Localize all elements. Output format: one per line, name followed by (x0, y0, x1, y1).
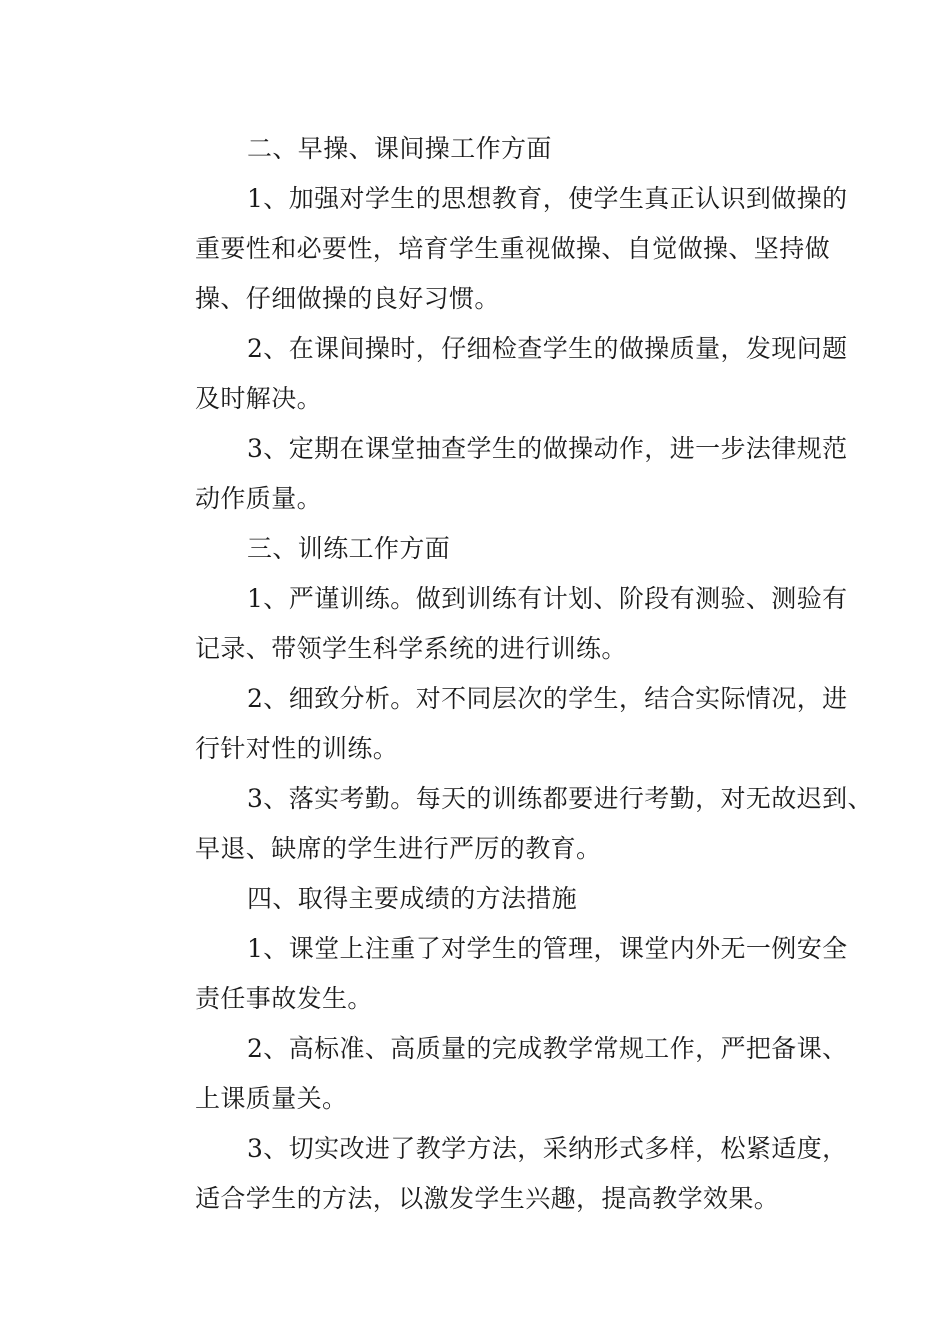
text-line: 早退、缺席的学生进行严厉的教育。 (195, 834, 602, 863)
paragraph-4-2 (145, 1024, 848, 1124)
text-line: 上课质量关。 (195, 1084, 348, 1113)
text-line: 2、高标准、高质量的完成教学常规工作，严把备课、 (247, 1034, 848, 1063)
paragraph-2-3 (145, 424, 848, 524)
paragraph-3-1 (145, 574, 848, 674)
text-line: 3、落实考勤。每天的训练都要进行考勤，对无故迟到、 (247, 784, 873, 813)
section-heading-3 (145, 524, 805, 574)
text-line: 及时解决。 (195, 384, 323, 413)
document-body (145, 124, 873, 1224)
paragraph-4-3 (145, 1124, 848, 1224)
paragraph-3-3 (145, 774, 873, 874)
text-line: 操、仔细做操的良好习惯。 (195, 284, 500, 313)
paragraph-2-2 (145, 324, 848, 424)
paragraph-2-1 (145, 174, 848, 324)
text-line: 2、细致分析。对不同层次的学生，结合实际情况，进 (247, 684, 848, 713)
text-line: 1、加强对学生的思想教育，使学生真正认识到做操的 (247, 184, 848, 213)
section-heading-4 (145, 874, 805, 924)
text-line: 适合学生的方法，以激发学生兴趣，提高教学效果。 (195, 1184, 780, 1213)
text-line: 重要性和必要性，培育学生重视做操、自觉做操、坚持做 (195, 234, 831, 263)
text-line: 记录、带领学生科学系统的进行训练。 (195, 634, 627, 663)
text-line: 行针对性的训练。 (195, 734, 399, 763)
text-line: 1、严谨训练。做到训练有计划、阶段有测验、测验有 (247, 584, 848, 613)
text-line: 责任事故发生。 (195, 984, 373, 1013)
text-line: 三、训练工作方面 (247, 534, 451, 563)
paragraph-3-2 (145, 674, 848, 774)
text-line: 二、早操、课间操工作方面 (247, 134, 552, 163)
text-line: 2、在课间操时，仔细检查学生的做操质量，发现问题 (247, 334, 848, 363)
text-line: 1、课堂上注重了对学生的管理，课堂内外无一例安全 (247, 934, 848, 963)
text-line: 四、取得主要成绩的方法措施 (247, 884, 578, 913)
paragraph-4-1 (145, 924, 848, 1024)
section-heading-2 (145, 124, 805, 174)
text-line: 3、切实改进了教学方法，采纳形式多样，松紧适度， (247, 1134, 848, 1163)
text-line: 3、定期在课堂抽查学生的做操动作，进一步法律规范 (247, 434, 848, 463)
text-line: 动作质量。 (195, 484, 323, 513)
